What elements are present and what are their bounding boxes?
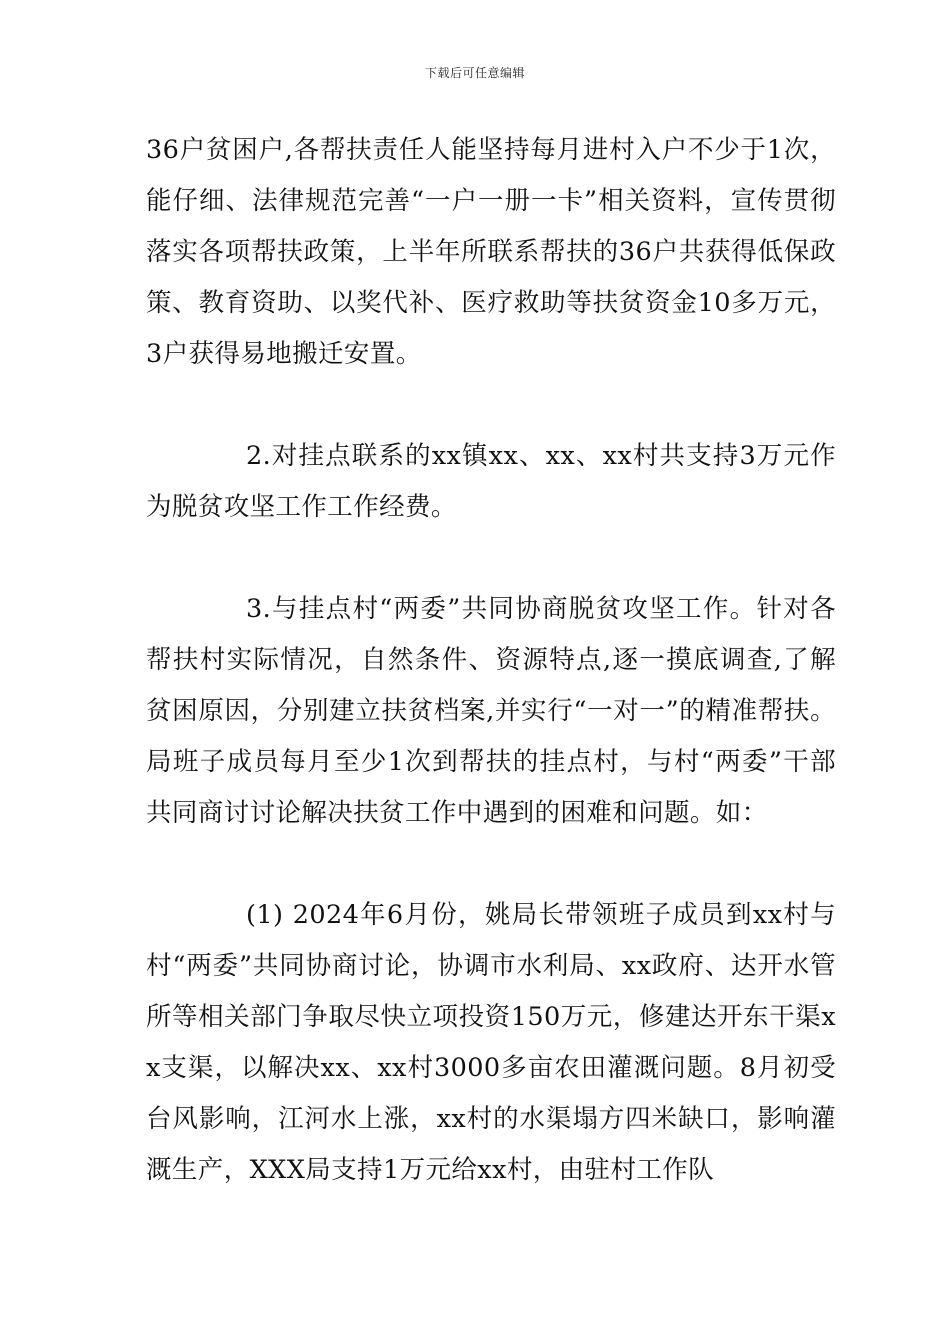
paragraph-subitem-1: (1) 2024年6月份，姚局长带领班子成员到xx村与村“两委”共同协商讨论，协调市水利局、xx政府、达开水管所等相关部门争取尽快立项投资150万元，修建达开东干渠xx支渠，以解决xx、xx村3000多亩农田灌溉问题。8月初受台风影响，江河水上涨，xx村的水渠塌方四米缺口，影响灌溉生产，XXX局支持1万元给xx村，由驻村工作队 (146, 900, 836, 1185)
paragraph-item-2: 2.对挂点联系的xx镇xx、xx、xx村共支持3万元作为脱贫攻坚工作工作经费。 (146, 441, 836, 522)
page-header-note: 下载后可任意编辑 (424, 66, 525, 80)
paragraph-item-3: 3.与挂点村“两委”共同协商脱贫攻坚工作。针对各帮扶村实际情况，自然条件、资源特点,逐一摸底调查,了解贫困原因，分别建立扶贫档案,并实行“一对一”的精准帮扶。局班子成员每月至少1次到帮扶的挂点村，与村“两委”干部共同商讨讨论解决扶贫工作中遇到的困难和问题。如： (146, 594, 836, 828)
paragraph-gap (146, 380, 836, 431)
document-body (146, 125, 836, 1196)
paragraph-poverty-households: 36户贫困户,各帮扶责任人能坚持每月进村入户不少于1次，能仔细、法律规范完善“一户一册一卡”相关资料，宣传贯彻落实各项帮扶政策，上半年所联系帮扶的36户共获得低保政策、教育资助、以奖代补、医疗救助等扶贫资金10多万元，3户获得易地搬迁安置。 (146, 135, 836, 369)
paragraph-gap (146, 533, 836, 584)
paragraph-gap (146, 839, 836, 890)
